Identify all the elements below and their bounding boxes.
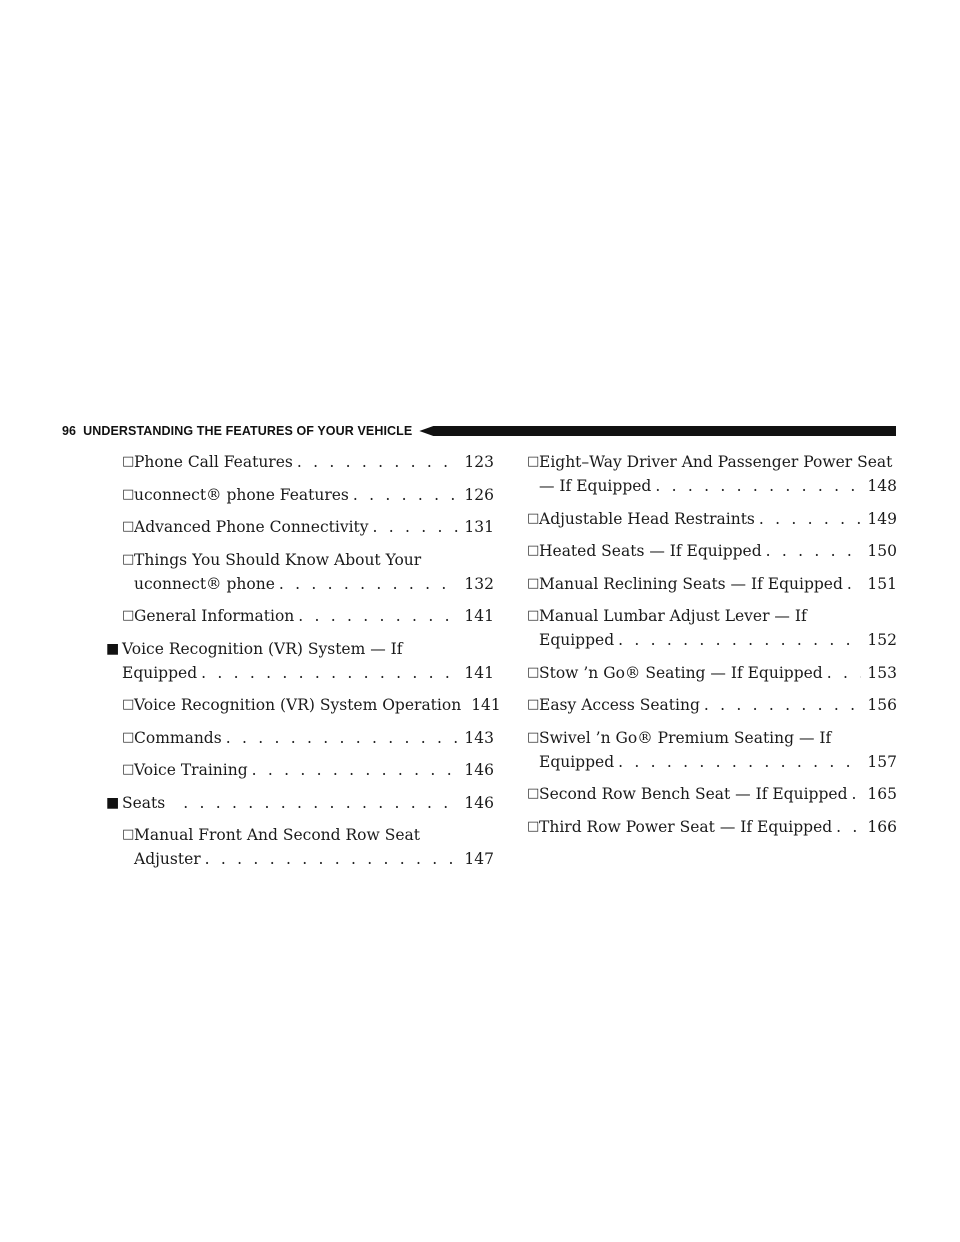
toc-entry-title: General Information — [134, 607, 295, 625]
toc-page-number: 156 — [867, 696, 897, 714]
checkbox-bullet-icon: □ — [527, 697, 540, 712]
toc-page-number: 146 — [464, 793, 494, 812]
checkbox-bullet-icon: □ — [122, 827, 135, 842]
toc-entry-general-information[interactable] — [122, 604, 494, 628]
toc-entry-title: Adjustable Head Restraints — [539, 509, 755, 528]
toc-entry-easy-access-seating[interactable] — [527, 693, 897, 717]
checkbox-bullet-icon: □ — [122, 454, 135, 469]
toc-page-number: 148 — [867, 477, 897, 495]
dot-leader — [847, 572, 862, 596]
toc-entry-title: Stow ’n Go® Seating — If Equipped — [539, 663, 823, 682]
toc-entry-voice-recognition-system[interactable] — [106, 637, 494, 685]
checkbox-bullet-icon: □ — [122, 697, 135, 712]
dot-leader — [766, 539, 862, 563]
dot-leader — [827, 661, 862, 685]
toc-entry-things-you-should-know[interactable] — [122, 548, 494, 596]
toc-page-number: 153 — [867, 663, 897, 682]
toc-entry-vr-system-operation[interactable] — [122, 693, 501, 717]
dot-leader — [279, 572, 459, 596]
toc-entry-title: Swivel ’n Go® Premium Seating — If — [539, 728, 832, 747]
toc-page-number: 132 — [464, 574, 494, 593]
checkbox-bullet-icon: □ — [122, 729, 135, 745]
dot-leader — [759, 507, 862, 531]
dot-leader — [353, 483, 459, 507]
checkbox-bullet-icon: □ — [527, 786, 540, 801]
toc-page-number: 126 — [464, 485, 494, 504]
toc-entry-title: uconnect® phone Features — [134, 485, 349, 504]
toc-page-number: 141 — [471, 696, 501, 714]
toc-page-number: 166 — [867, 817, 897, 836]
toc-entry-third-row-power-seat[interactable] — [527, 815, 897, 839]
checkbox-bullet-icon: □ — [527, 575, 540, 591]
toc-entry-title-cont: Equipped — [539, 631, 615, 649]
toc-entry-title: Easy Access Seating — [539, 696, 700, 714]
toc-entry-title: Commands — [134, 728, 222, 747]
toc-entry-title: Advanced Phone Connectivity — [134, 518, 369, 536]
toc-entry-title: Voice Recognition (VR) System — If — [122, 639, 403, 658]
dot-leader — [655, 474, 861, 498]
dot-leader — [252, 758, 459, 782]
toc-entry-title-cont: — If Equipped — [539, 477, 652, 495]
toc-entry-title-cont: Equipped — [122, 663, 198, 682]
toc-entry-eight-way-power-seat[interactable] — [527, 450, 897, 498]
toc-entry-commands[interactable] — [122, 726, 494, 750]
toc-page-number: 147 — [464, 850, 494, 868]
checkbox-bullet-icon: □ — [122, 551, 135, 567]
toc-page-number: 141 — [464, 607, 494, 625]
checkbox-bullet-icon: □ — [527, 543, 540, 558]
checkbox-bullet-icon: □ — [122, 519, 135, 534]
dot-leader — [852, 782, 862, 806]
header-text — [62, 424, 412, 438]
toc-entry-title: Second Row Bench Seat — If Equipped — [539, 785, 848, 803]
toc-page-number: 152 — [867, 631, 897, 649]
checkbox-bullet-icon: □ — [527, 510, 540, 526]
toc-entry-title: Phone Call Features — [134, 453, 293, 471]
toc-entry-voice-training[interactable] — [122, 758, 494, 782]
dot-leader — [226, 726, 459, 750]
toc-entry-manual-reclining-seats[interactable] — [527, 572, 897, 596]
dot-leader — [183, 791, 458, 815]
toc-entry-title: Seats — [122, 793, 166, 812]
checkbox-bullet-icon: □ — [527, 664, 540, 680]
toc-page-number: 165 — [867, 785, 897, 803]
dot-leader — [704, 693, 862, 717]
toc-page-number: 123 — [464, 453, 494, 471]
toc-page-number: 141 — [464, 663, 494, 682]
toc-page-number: 131 — [464, 518, 494, 536]
checkbox-bullet-icon: □ — [122, 486, 135, 502]
dot-leader — [205, 847, 459, 871]
toc-entry-title: Eight–Way Driver And Passenger Power Seat — [539, 453, 893, 471]
toc-entry-advanced-phone-connectivity[interactable] — [122, 515, 494, 539]
toc-entry-title-cont: Equipped — [539, 752, 615, 771]
dot-leader — [201, 661, 458, 685]
checkbox-bullet-icon: □ — [122, 608, 135, 623]
dot-leader — [618, 750, 861, 774]
toc-entry-title: Manual Reclining Seats — If Equipped — [539, 574, 843, 593]
toc-page-number: 151 — [867, 574, 897, 593]
toc-column-left — [106, 450, 501, 880]
checkbox-bullet-icon: □ — [122, 762, 135, 777]
dot-leader — [298, 604, 458, 628]
checkbox-bullet-icon: □ — [527, 818, 540, 834]
toc-entry-title: Voice Training — [134, 761, 248, 779]
toc-entry-phone-call-features[interactable] — [122, 450, 494, 474]
toc-entry-seats[interactable] — [106, 791, 494, 815]
page-number: 96 — [62, 424, 77, 438]
toc-entry-title-cont: uconnect® phone — [134, 574, 275, 593]
checkbox-bullet-icon: □ — [527, 608, 540, 623]
toc-entry-title: Third Row Power Seat — If Equipped — [539, 817, 833, 836]
toc-entry-second-row-bench-seat[interactable] — [527, 782, 897, 806]
toc-entry-title: Heated Seats — If Equipped — [539, 542, 762, 560]
toc-page-number: 146 — [464, 761, 494, 779]
dot-leader — [618, 628, 861, 652]
toc-page-number: 149 — [867, 509, 897, 528]
toc-entry-stow-n-go-seating[interactable] — [527, 661, 897, 685]
toc-page-number: 143 — [464, 728, 494, 747]
toc-entry-title-cont: Adjuster — [134, 850, 201, 868]
page-header — [62, 424, 896, 438]
toc-page-number: 157 — [867, 752, 897, 771]
toc-entry-title: Voice Recognition (VR) System Operation — [134, 696, 462, 714]
dot-leader — [297, 450, 459, 474]
toc-entry-uconnect-phone-features[interactable] — [122, 483, 494, 507]
toc-entry-title: Manual Lumbar Adjust Lever — If — [539, 607, 807, 625]
dot-leader — [836, 815, 861, 839]
toc-entry-manual-front-second-row-seat-adjuster[interactable] — [122, 823, 494, 871]
toc-entry-manual-lumbar-adjust-lever[interactable] — [527, 604, 897, 652]
toc-entry-title: Manual Front And Second Row Seat — [134, 826, 420, 844]
toc-page-number: 150 — [867, 542, 897, 560]
section-title: UNDERSTANDING THE FEATURES OF YOUR VEHICLE — [83, 424, 413, 438]
toc-entry-swivel-n-go-premium-seating[interactable] — [527, 726, 897, 774]
header-rule — [419, 426, 896, 436]
checkbox-bullet-icon: □ — [527, 454, 540, 469]
toc-entry-heated-seats[interactable] — [527, 539, 897, 563]
toc-entry-title: Things You Should Know About Your — [134, 550, 422, 569]
toc-column-right — [527, 450, 897, 847]
checkbox-bullet-icon: □ — [527, 729, 540, 745]
toc-entry-adjustable-head-restraints[interactable] — [527, 507, 897, 531]
square-bullet-icon: ■ — [106, 640, 120, 657]
dot-leader — [373, 515, 459, 539]
square-bullet-icon: ■ — [106, 794, 120, 811]
